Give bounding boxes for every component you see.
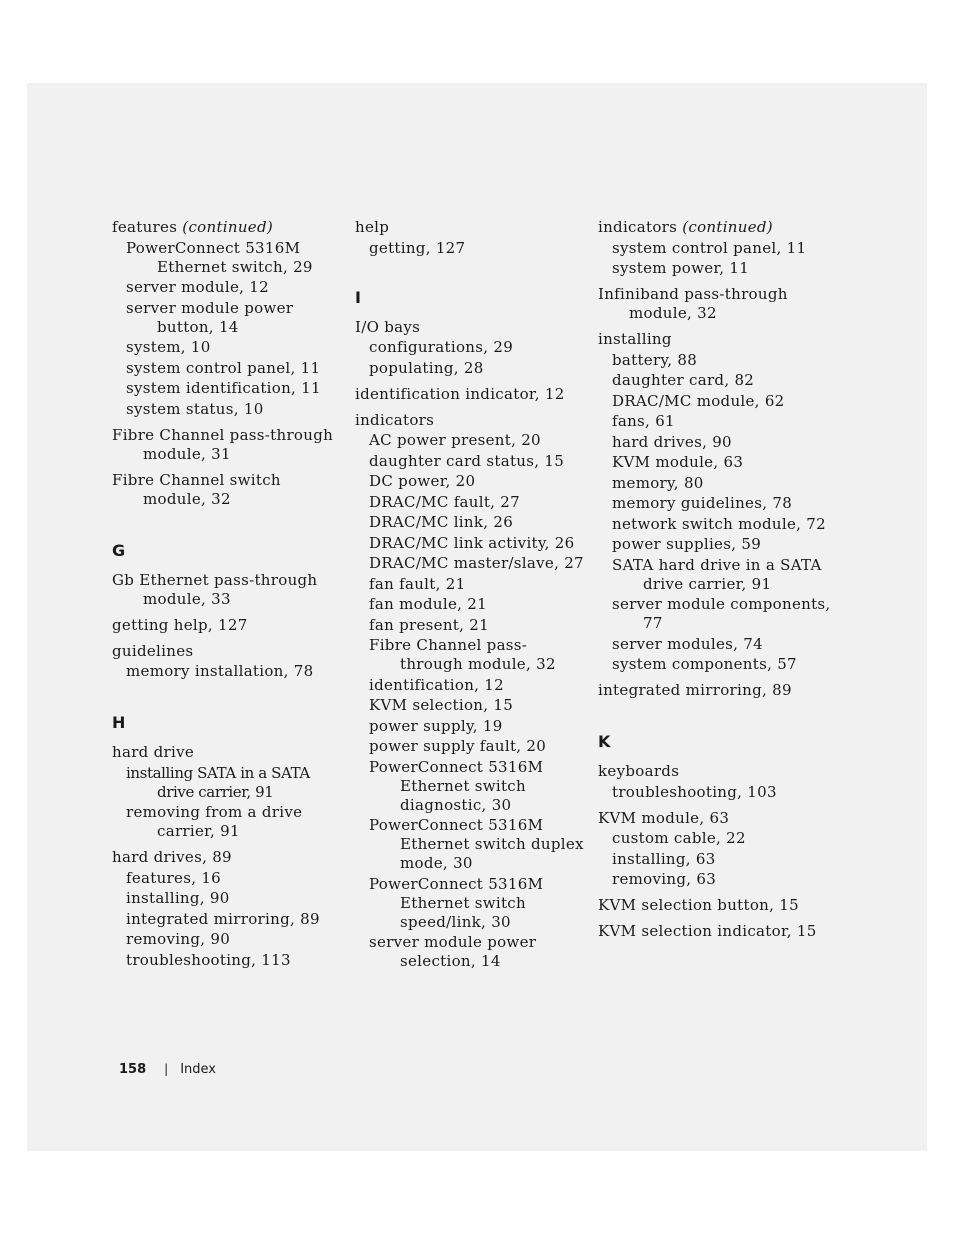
index-subentry: network switch module, 72 xyxy=(612,514,826,533)
index-subentry: SATA hard drive in a SATA drive carrier, 91 xyxy=(612,555,822,593)
section-letter: K xyxy=(598,732,611,751)
index-entry-text: installing xyxy=(598,330,672,348)
index-entry xyxy=(598,681,833,700)
index-subentry: PowerConnect 5316M Ethernet switch diagnostic, 30 xyxy=(369,757,544,814)
index-entry-text: Fibre Channel switch module, 32 xyxy=(112,470,281,508)
index-entry-text: KVM selection indicator, 15 xyxy=(598,922,817,940)
index-subentry: system power, 11 xyxy=(612,259,750,277)
index-entry xyxy=(598,218,833,237)
continued-label: (continued) xyxy=(182,218,274,236)
index-subentry: PowerConnect 5316M Ethernet switch speed/link, 30 xyxy=(369,874,544,931)
index-entry xyxy=(112,426,347,464)
index-entry-text: integrated mirroring, 89 xyxy=(598,681,792,699)
index-subentry: getting, 127 xyxy=(369,238,466,257)
index-entry xyxy=(598,896,833,915)
index-entry xyxy=(355,411,590,430)
index-subentry: removing, 63 xyxy=(612,870,717,888)
index-entry xyxy=(112,848,347,867)
index-subentry: system identification, 11 xyxy=(126,379,321,397)
index-subentry: DRAC/MC module, 62 xyxy=(612,391,785,410)
index-subentry: system control panel, 11 xyxy=(126,358,321,377)
index-subentry: system components, 57 xyxy=(612,655,797,673)
index-subentry: system, 10 xyxy=(126,338,211,356)
index-subentry: DC power, 20 xyxy=(369,472,476,490)
index-subentry: removing from a drive carrier, 91 xyxy=(126,803,303,840)
index-entry-text: keyboards xyxy=(598,762,680,780)
index-subentry: system control panel, 11 xyxy=(612,238,807,257)
index-subentry: installing, 63 xyxy=(612,849,716,868)
index-subentry: hard drives, 90 xyxy=(612,432,732,451)
index-subentry: server module power selection, 14 xyxy=(369,933,537,970)
index-subentry: Fibre Channel pass-through module, 32 xyxy=(369,636,556,673)
index-subentry: AC power present, 20 xyxy=(369,431,541,449)
index-subentry: custom cable, 22 xyxy=(612,829,746,847)
index-subentry: removing, 90 xyxy=(126,930,231,948)
index-subentry: server modules, 74 xyxy=(612,634,763,653)
index-entry xyxy=(598,809,833,828)
index-subentry: KVM module, 63 xyxy=(612,453,744,471)
index-subentry: DRAC/MC link activity, 26 xyxy=(369,533,575,552)
index-entry xyxy=(112,471,347,509)
index-subentry: system status, 10 xyxy=(126,399,264,418)
index-subentry: memory, 80 xyxy=(612,473,704,492)
index-entry-text: Infiniband pass-through module, 32 xyxy=(598,285,788,322)
index-subentry: DRAC/MC fault, 27 xyxy=(369,492,520,511)
index-subentry: integrated mirroring, 89 xyxy=(126,909,320,928)
index-entry xyxy=(598,762,833,781)
section-letter: H xyxy=(112,713,126,732)
index-subentry: PowerConnect 5316M Ethernet switch duplex mode, 30 xyxy=(369,816,584,872)
index-subentry: server module, 12 xyxy=(126,278,269,296)
index-subentry: troubleshooting, 103 xyxy=(612,782,777,801)
index-entry-text: Fibre Channel pass-through module, 31 xyxy=(112,425,334,463)
continued-label: (continued) xyxy=(682,218,773,236)
index-column-1 xyxy=(112,218,347,970)
index-subentry: DRAC/MC link, 26 xyxy=(369,513,514,531)
index-subentry: PowerConnect 5316M Ethernet switch, 29 xyxy=(126,238,313,276)
index-subentry: identification, 12 xyxy=(369,675,504,694)
footer-separator: | xyxy=(164,1062,169,1076)
section-letter: I xyxy=(355,287,361,307)
index-subentry: power supply, 19 xyxy=(369,716,503,735)
index-subentry: features, 16 xyxy=(126,868,222,887)
index-column-3 xyxy=(598,218,833,941)
index-entry-text: features xyxy=(112,218,178,236)
index-entry-text: getting help, 127 xyxy=(112,615,248,634)
index-subentry: battery, 88 xyxy=(612,350,698,369)
index-subentry: troubleshooting, 113 xyxy=(126,950,291,969)
index-entry-text: KVM module, 63 xyxy=(598,808,730,827)
index-entry xyxy=(112,743,347,762)
index-entry xyxy=(355,318,590,337)
index-entry-text: hard drive xyxy=(112,743,195,761)
section-letter: G xyxy=(112,540,126,560)
section-title: Index xyxy=(180,1062,216,1077)
index-subentry: daughter card status, 15 xyxy=(369,451,565,470)
index-entry-text: KVM selection button, 15 xyxy=(598,896,799,914)
page-footer xyxy=(119,1062,216,1077)
index-subentry: configurations, 29 xyxy=(369,338,514,356)
index-entry xyxy=(598,285,833,323)
index-column-2 xyxy=(355,218,590,971)
index-page xyxy=(27,83,927,1151)
index-subentry: DRAC/MC master/slave, 27 xyxy=(369,554,584,572)
index-entry-text: indicators xyxy=(355,410,435,429)
index-entry-text: help xyxy=(355,218,390,236)
index-subentry: fans, 61 xyxy=(612,412,675,430)
index-subentry: fan fault, 21 xyxy=(369,574,466,593)
index-subentry: daughter card, 82 xyxy=(612,371,755,389)
index-entry xyxy=(355,385,590,404)
index-subentry: power supplies, 59 xyxy=(612,535,762,553)
index-subentry: fan module, 21 xyxy=(369,595,487,613)
index-entry-text: hard drives, 89 xyxy=(112,848,232,866)
index-subentry: server module components, 77 xyxy=(612,595,831,632)
index-entry xyxy=(355,218,590,237)
index-subentry: power supply fault, 20 xyxy=(369,737,547,755)
index-entry xyxy=(112,218,347,237)
index-subentry: installing, 90 xyxy=(126,889,230,907)
index-subentry: server module power button, 14 xyxy=(126,298,294,336)
index-entry xyxy=(598,330,833,349)
index-subentry: fan present, 21 xyxy=(369,615,489,634)
index-entry xyxy=(112,616,347,635)
index-entry-text: identification indicator, 12 xyxy=(355,384,565,403)
index-entry xyxy=(598,922,833,941)
page-number: 158 xyxy=(119,1062,147,1077)
index-subentry: populating, 28 xyxy=(369,358,484,377)
index-subentry: installing SATA in a SATA drive carrier, 91 xyxy=(126,763,310,801)
index-entry-text: Gb Ethernet pass-through module, 33 xyxy=(112,570,318,608)
index-entry xyxy=(112,571,347,609)
index-entry-text: I/O bays xyxy=(355,317,421,336)
index-entry-text: guidelines xyxy=(112,641,194,660)
index-subentry: memory guidelines, 78 xyxy=(612,494,793,512)
index-subentry: KVM selection, 15 xyxy=(369,696,514,714)
index-entry-text: indicators xyxy=(598,218,678,236)
index-subentry: memory installation, 78 xyxy=(126,662,314,680)
index-entry xyxy=(112,642,347,661)
